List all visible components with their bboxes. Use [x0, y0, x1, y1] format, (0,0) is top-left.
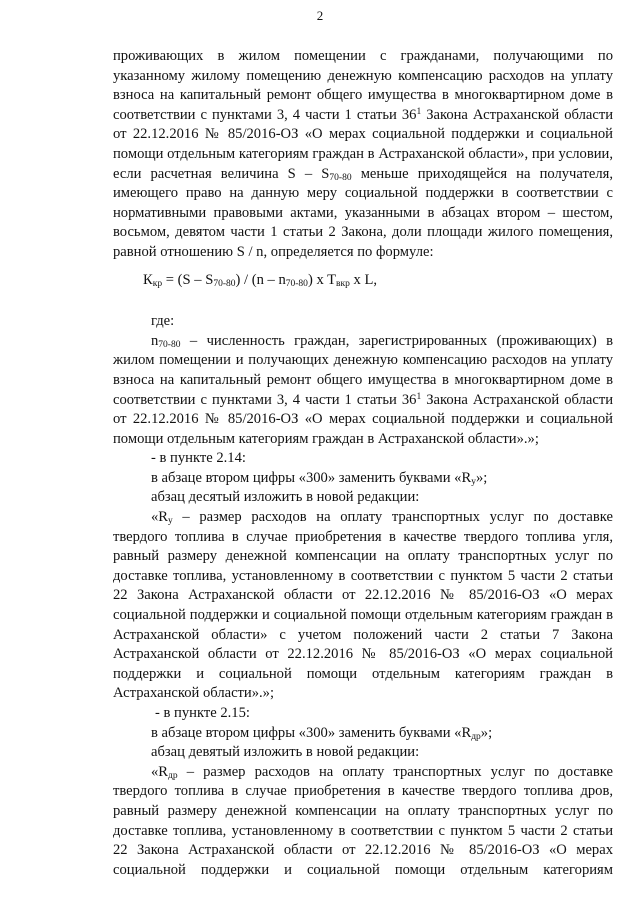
paragraph-2-15-c: абзац девятый изложить в новой редакции:	[151, 744, 420, 761]
paragraph-2-15-a: в абзаце втором цифры «300» заменить буквами «$R_{др}$»;	[151, 724, 493, 742]
paragraph-2-14-d: «$R_у$ – размер расходов на оплату транспортных услуг по доставке твердого топлива в случае приобретения в качестве твердого топлива угля, равный размеру денежной компенсации на оплату транспортных услуг по доставке топлива, установленному в соответствии с пунктом 5 части 2 статьи 22 Закона Астраханской области от 22.12.2016 № 85/2016-ОЗ «О мерах социальной поддержки и социальной помощи отдельным категориям граждан в Астраханской области» с учетом положений части 2 статьи 7 Закона Астраханской области от 22.12.2016 № 85/2016-ОЗ «О мерах социальной поддержки и социальной помощи отдельным категориям граждан в Астраханской области».»;	[113, 509, 613, 702]
paragraph-intro: проживающих в жилом помещении с гражданами, получающими по указанному жилому помещению денежную компенсацию расходов на уплату взноса на капитальный ремонт общего имущества в многоквартирном доме в соответствии с пунктами 3, 4 части 1 статьи $36^1$ Закона Астраханской области от 22.12.2016 № 85/2016-ОЗ «О мерах социальной поддержки и социальной помощи отдельным категориям граждан в Астраханской области», при условии, если расчетная величина S – $S_{70-80}$ меньше приходящейся на получателя, имеющего право на данную меру социальной поддержки в соответствии с нормативными правовыми актами, указанными в абзацах втором – шестом, восьмом, девятом части 1 статьи 2 Закона, доли площади жилого помещения, равной отношению S / n, определяется по формуле:	[113, 48, 614, 260]
paragraph-2-14-a: в абзаце втором цифры «300» заменить буквами «$R_у$»;	[151, 469, 488, 487]
spacer	[113, 290, 613, 312]
page-number: 2	[316, 8, 324, 23]
item-2-15: - в пункте 2.15:	[155, 705, 250, 721]
paragraph-2-14-c: абзац десятый изложить в новой редакции:	[151, 489, 420, 506]
item-2-14: - в пункте 2.14:	[151, 450, 246, 467]
document-body	[113, 47, 613, 880]
formula: $К_{кр} = (S - S_{70-80}) / (n - n_{70-80})$ x $T_{вкр}$ x L,	[143, 271, 378, 289]
paragraph-where: где:	[151, 313, 175, 330]
paragraph-n-definition: $n_{70-80}$ – численность граждан, зарегистрированных (проживающих) в жилом помещении и получающих денежную компенсацию расходов на уплату взноса на капитальный ремонт общего имущества в многоквартирном доме в соответствии с пунктами 3, 4 части 1 статьи $36^1$ Закона Астраханской области от 22.12.2016 № 85/2016-ОЗ «О мерах социальной поддержки и социальной помощи отдельным категориям граждан в Астраханской области».»;	[113, 332, 614, 447]
paragraph-2-15-d: «$R_{др}$ – размер расходов на оплату транспортных услуг по доставке твердого топлива в случае приобретения в качестве твердого топлива дров, равный размеру денежной компенсации на оплату транспортных услуг по доставке топлива, установленному в соответствии с пунктом 5 части 2 статьи 22 Закона Астраханской области от 22.12.2016 № 85/2016-ОЗ «О мерах социальной поддержки и социальной помощи отдельным категориям	[113, 763, 613, 878]
